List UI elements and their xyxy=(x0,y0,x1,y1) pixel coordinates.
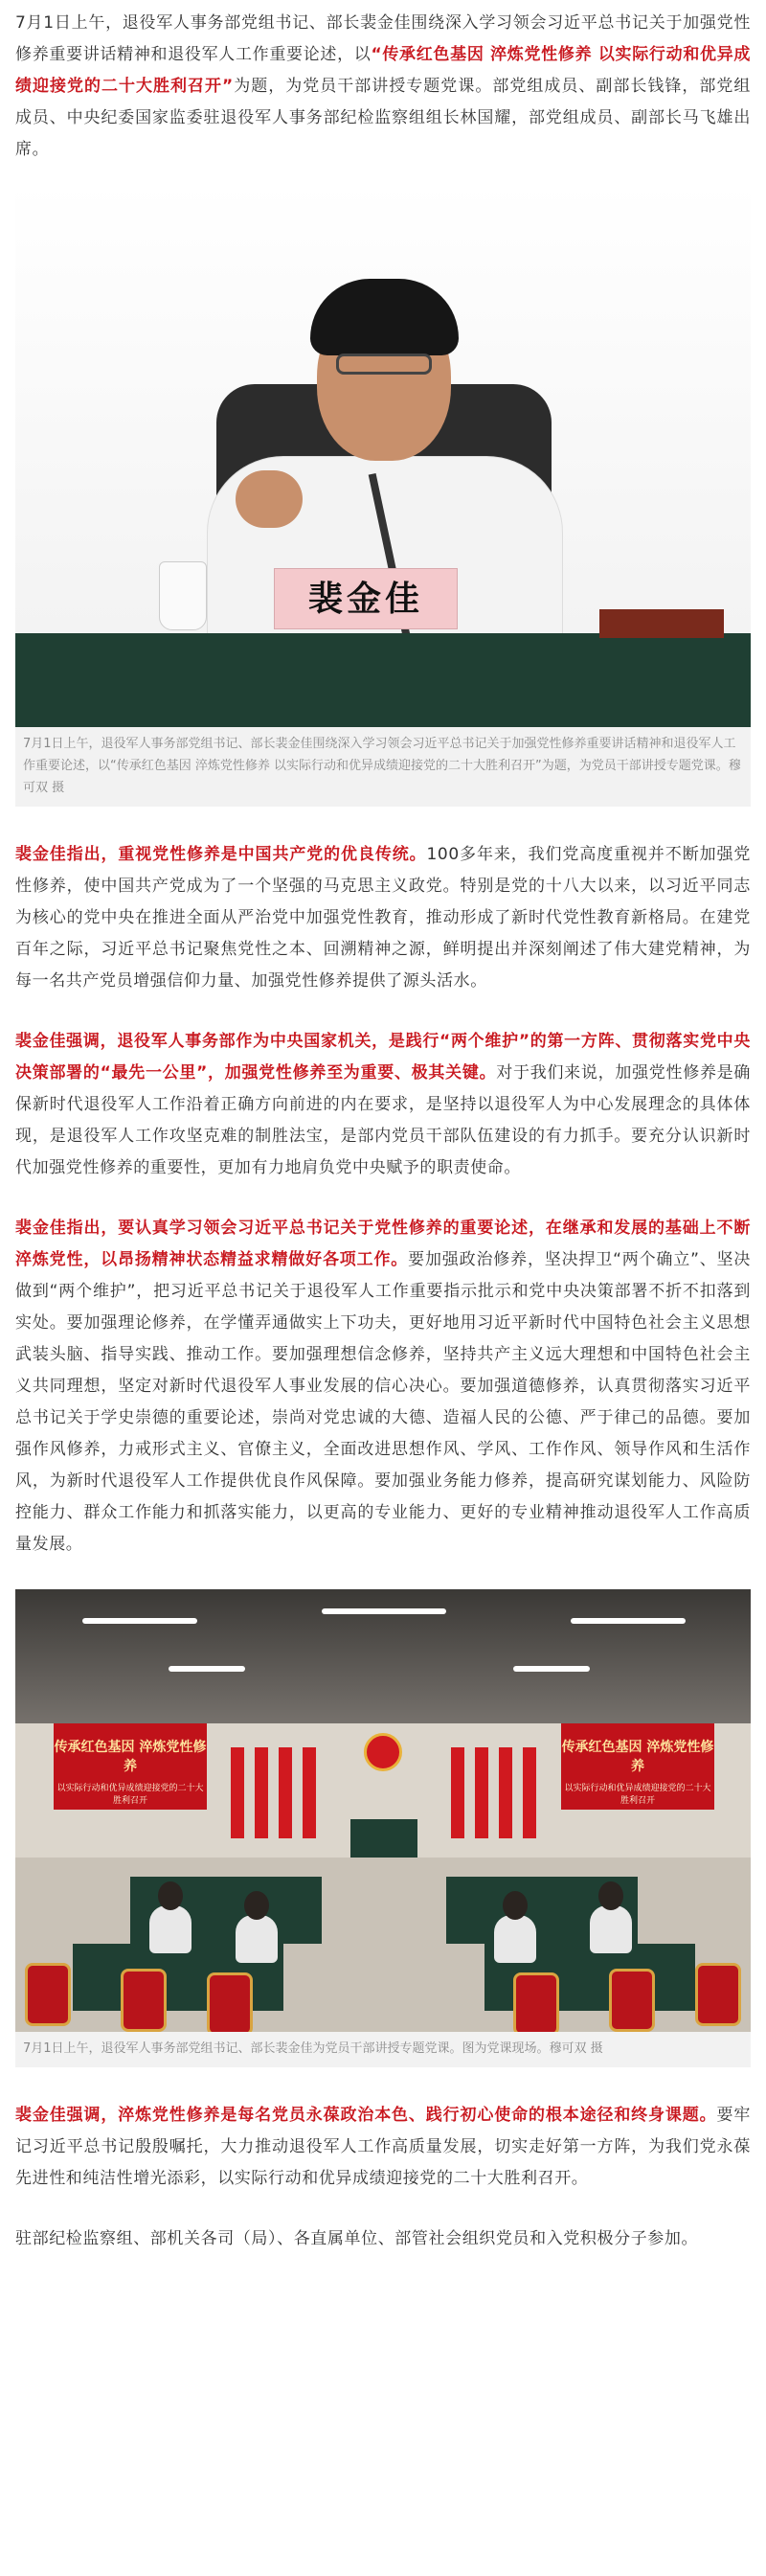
nameplate: 裴金佳 xyxy=(274,568,458,629)
paragraph-5-lead: 裴金佳强调，淬炼党性修养是每名党员永葆政治本色、践行初心使命的根本途径和终身课题。 xyxy=(15,2106,717,2125)
paragraph-intro xyxy=(15,0,751,166)
paragraph-2-text: 100多年来，我们党高度重视并不断加强党性修养，使中国共产党成为了一个坚强的马克思主义政党。特别是党的十八大以来，以习近平同志为核心的党中央在推进全面从严治党中加强党性教育，推动形成了新时代党性教育新格局。在建党百年之际，习近平总书记聚焦党性之本、回溯精神之源，鲜明提出并深刻阐述了伟大建党精神，为每一名共产党员增强信仰力量、加强党性修养提供了源头活水。 xyxy=(15,845,751,991)
paragraph-3 xyxy=(15,1026,751,1184)
paragraph-4-text: 要加强政治修养，坚决捍卫“两个确立”、坚决做到“两个维护”，把习近平总书记关于退役军人工作重要指示批示和党中央决策部署不折不扣落到实处。要加强理论修养，在学懂弄通做实上下功夫，更好地用习近平新时代中国特色社会主义思想武装头脑、指导实践、推动工作。要加强理想信念修养，坚持共产主义远大理想和中国特色社会主义共同理想，坚定对新时代退役军人事业发展的信心决心。要加强道德修养，认真贯彻落实习近平总书记关于学史崇德的重要论述，崇尚对党忠诚的大德、造福人民的公德、严于律己的品德。要加强作风修养，力戒形式主义、官僚主义，全面改进思想作风、学风、工作作风、领导作风和生活作风，为新时代退役军人工作提供优良作风保障。要加强业务能力修养，提高研究谋划能力、风险防控能力、群众工作能力和抓落实能力，以更高的专业能力、更好的专业精神推动退役军人工作高质量发展。 xyxy=(15,1250,751,1554)
desk xyxy=(15,633,751,727)
paragraph-2-lead: 裴金佳指出，重视党性修养是中国共产党的优良传统。 xyxy=(15,845,427,864)
speaker-photo xyxy=(15,183,751,727)
intro-text: 7月1日上午，退役军人事务部党组书记、部长裴金佳围绕深入学习领会习近平总书记关于加强党性修养重要讲话精神和退役军人工作重要论述，以 xyxy=(15,13,751,64)
paragraph-3-lead: 裴金佳强调，退役军人事务部作为中央国家机关，是践行“两个维护”的第一方阵、贯彻落实党中央决策部署的“最先一公里”，加强党性修养至为重要、极其关键。 xyxy=(15,1032,751,1083)
paragraph-5-text: 要牢记习近平总书记殷殷嘱托，大力推动退役军人工作高质量发展，切实走好第一方阵，为我们党永葆先进性和纯洁性增光添彩，以实际行动和优异成绩迎接党的二十大胜利召开。 xyxy=(15,2106,751,2188)
left-screen: 传承红色基因 淬炼党性修养 以实际行动和优异成绩迎接党的二十大胜利召开 xyxy=(54,1723,207,1810)
paragraph-2 xyxy=(15,839,751,997)
paragraph-5 xyxy=(15,2100,751,2195)
paragraph-4 xyxy=(15,1213,751,1561)
paragraph-4-lead: 裴金佳指出，要认真学习领会习近平总书记关于党性修养的重要论述，在继承和发展的基础上不断淬炼党性，以昂扬精神状态精益求精做好各项工作。 xyxy=(15,1219,751,1269)
paragraph-3-text: 对于我们来说，加强党性修养是确保新时代退役军人工作沿着正确方向前进的内在要求，是坚持以退役军人为中心发展理念的具体体现，是退役军人工作攻坚克难的制胜法宝，是部内党员干部队伍建设的有力抓手。要充分认识新时代加强党性修养的重要性，更加有力地肩负党中央赋予的职责使命。 xyxy=(15,1063,752,1177)
tea-cup xyxy=(159,561,207,630)
intro-text-2: 为题，为党员干部讲授专题党课。部党组成员、副部长钱锋，部党组成员、中央纪委国家监委驻退役军人事务部纪检监察组组长林国耀，部党组成员、副部长马飞雄出席。 xyxy=(15,77,751,159)
classroom-photo xyxy=(15,1589,751,2032)
photo-caption-2: 7月1日上午，退役军人事务部党组书记、部长裴金佳为党员干部讲授专题党课。图为党课现场。穆可双 摄 xyxy=(15,2032,751,2067)
party-emblem-icon xyxy=(364,1733,402,1771)
right-screen: 传承红色基因 淬炼党性修养 以实际行动和优异成绩迎接党的二十大胜利召开 xyxy=(561,1723,714,1810)
paragraph-6: 驻部纪检监察组、部机关各司（局）、各直属单位、部管社会组织党员和入党积极分子参加。 xyxy=(15,2229,699,2248)
intro-highlight: “传承红色基因 淬炼党性修养 以实际行动和优异成绩迎接党的二十大胜利召开” xyxy=(15,45,751,96)
photo-caption-1: 7月1日上午，退役军人事务部党组书记、部长裴金佳围绕深入学习领会习近平总书记关于加强党性修养重要讲话精神和退役军人工作重要论述，以“传承红色基因 淬炼党性修养 以实际行动和优异成绩迎接党的二十大胜利召开”为题，为党员干部讲授专题党课。穆可双 摄 xyxy=(15,727,751,807)
